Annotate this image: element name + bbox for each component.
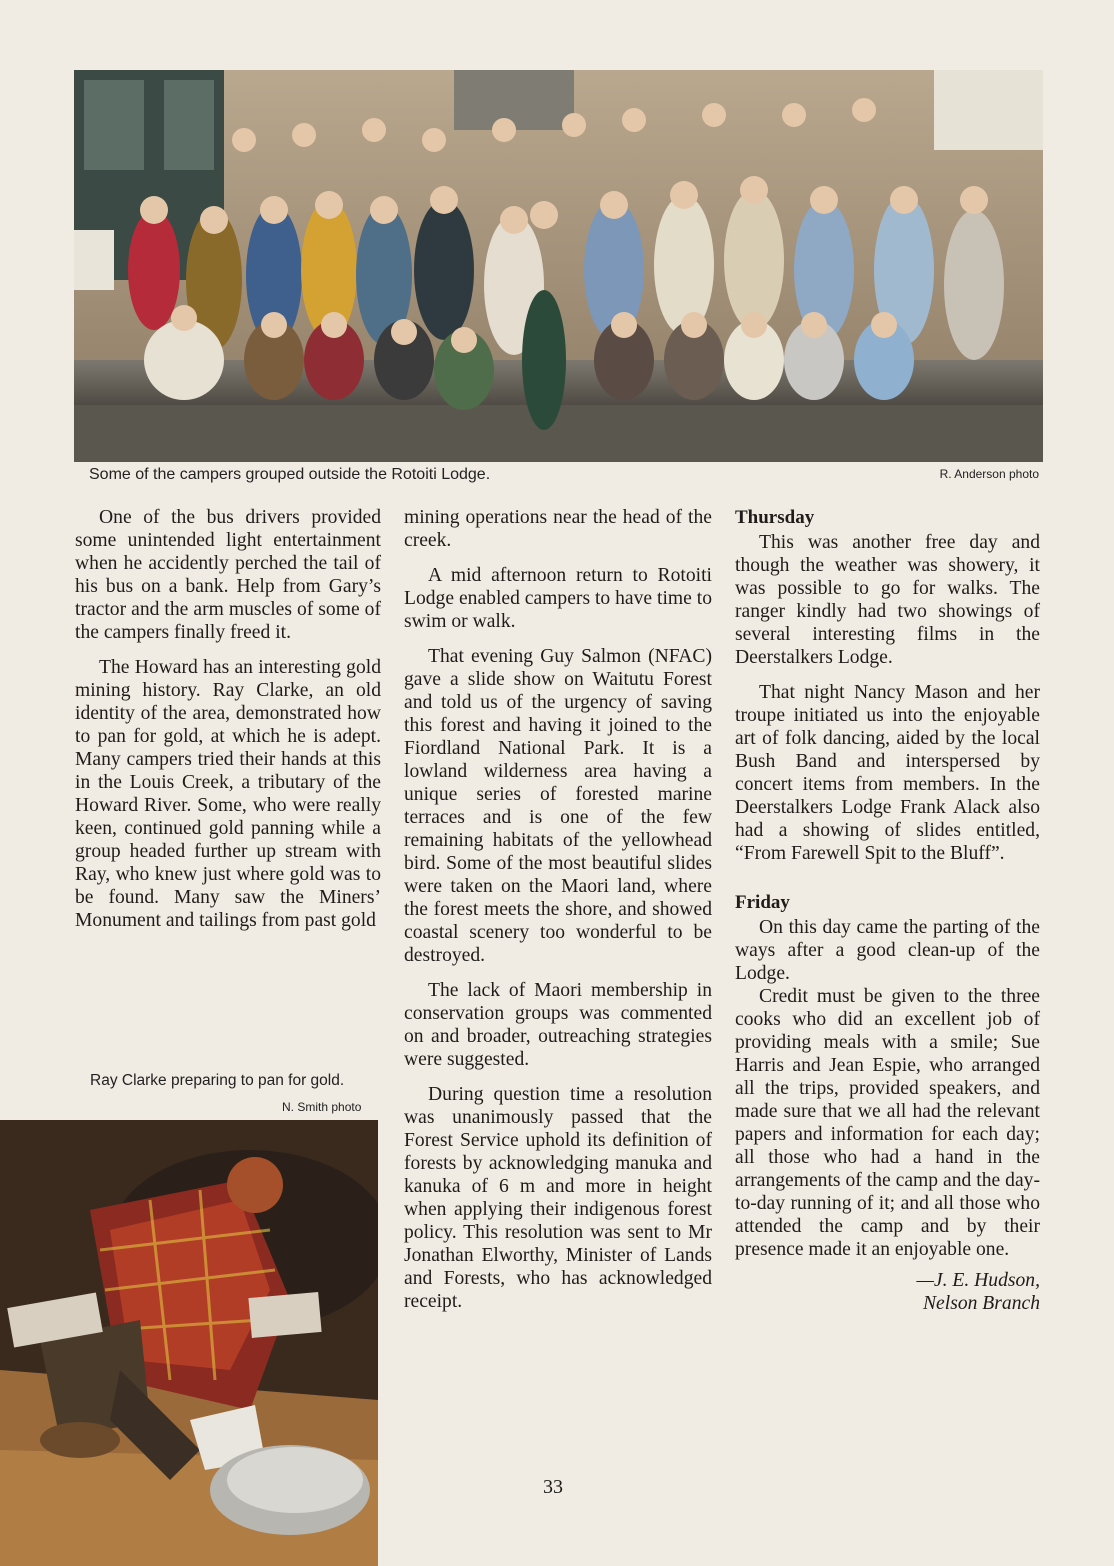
col3-paragraph: That night Nancy Mason and her troupe initiated us into the enjoyable art of folk dancing, aided by the local Bush Band and interspersed by concert items from members. In the Deerstalkers Lodge Frank Alack also had a showing of slides entitled, “From Farewell Spit to the Bluff”. xyxy=(735,682,1040,864)
group-photo-image xyxy=(74,70,1043,462)
col2-paragraph: The lack of Maori membership in conservation groups was commented on and broader, outreaching strategies were suggested. xyxy=(404,980,712,1070)
col2-paragraph: A mid afternoon return to Rotoiti Lodge enabled campers to have time to swim or walk. xyxy=(404,565,712,632)
signature-name: —J. E. Hudson, xyxy=(916,1270,1040,1291)
col2-paragraph: mining operations near the head of the creek. xyxy=(404,507,712,551)
group-photo-caption: Some of the campers grouped outside the Rotoiti Lodge. xyxy=(89,466,491,483)
group-photo xyxy=(74,70,1043,462)
signature-branch: Nelson Branch xyxy=(922,1293,1040,1314)
column-2 xyxy=(404,506,712,1313)
col3-paragraph: On this day came the parting of the ways after a good clean-up of the Lodge. xyxy=(735,917,1040,984)
column-3 xyxy=(735,506,1040,1315)
group-photo-credit: R. Anderson photo xyxy=(939,467,1039,481)
inset-photo-image xyxy=(0,1120,378,1566)
col1-paragraph: One of the bus drivers provided some unintended light entertainment when he accidently perched the tail of his bus on a bank. Help from Gary’s tractor and the arm muscles of some of the campers finally freed it. xyxy=(75,507,381,643)
col2-paragraph: During question time a resolution was unanimously passed that the Forest Service uphold its definition of forests by acknowledging manuka and kanuka of 6 m and more in height when applying their indigenous forest policy. This resolution was sent to Mr Jonathan Elworthy, Minister of Lands and Forests, who has acknowledged receipt. xyxy=(404,1084,712,1312)
col3-paragraph: This was another free day and though the weather was showery, it was possible to go for walks. The ranger kindly had two showings of several interesting films in the Deerstalkers Lodge. xyxy=(735,532,1040,668)
column-1 xyxy=(75,506,381,932)
inset-photo-credit: N. Smith photo xyxy=(282,1100,362,1114)
thursday-heading: Thursday xyxy=(735,507,815,528)
col2-paragraph: That evening Guy Salmon (NFAC) gave a slide show on Waitutu Forest and told us of the urgency of saving this forest and having it joined to the Fiordland National Park. It is a lowland wilderness area having a unique series of forested marine terraces and is one of the few remaining habitats of the yellowhead bird. Some of the most beautiful slides were taken on the Maori land, where the forest meets the shore, and showed coastal scenery too wonderful to be destroyed. xyxy=(404,646,712,966)
inset-photo xyxy=(0,1120,378,1566)
col3-paragraph: Credit must be given to the three cooks who did an excellent job of providing meals with a smile; Sue Harris and Jean Espie, who arranged all the trips, provided speakers, and made sure that we all had the relevant papers and information for each day; all those who had a hand in the arrangements of the camp and the day-to-day running of it; and all those who attended the camp and by their presence made it an enjoyable one. xyxy=(735,986,1040,1260)
inset-photo-caption: Ray Clarke preparing to pan for gold. xyxy=(90,1072,345,1089)
page-number: 33 xyxy=(543,1476,563,1498)
col1-paragraph: The Howard has an interesting gold mining history. Ray Clarke, an old identity of the area, demonstrated how to pan for gold, at which he is adept. Many campers tried their hands at this in the Louis Creek, a tributary of the Howard River. Some, who were really keen, continued gold panning while a group headed further up stream with Ray, who knew just where gold was to be found. Many saw the Miners’ Monument and tailings from past gold xyxy=(75,657,381,931)
friday-heading: Friday xyxy=(735,892,790,913)
